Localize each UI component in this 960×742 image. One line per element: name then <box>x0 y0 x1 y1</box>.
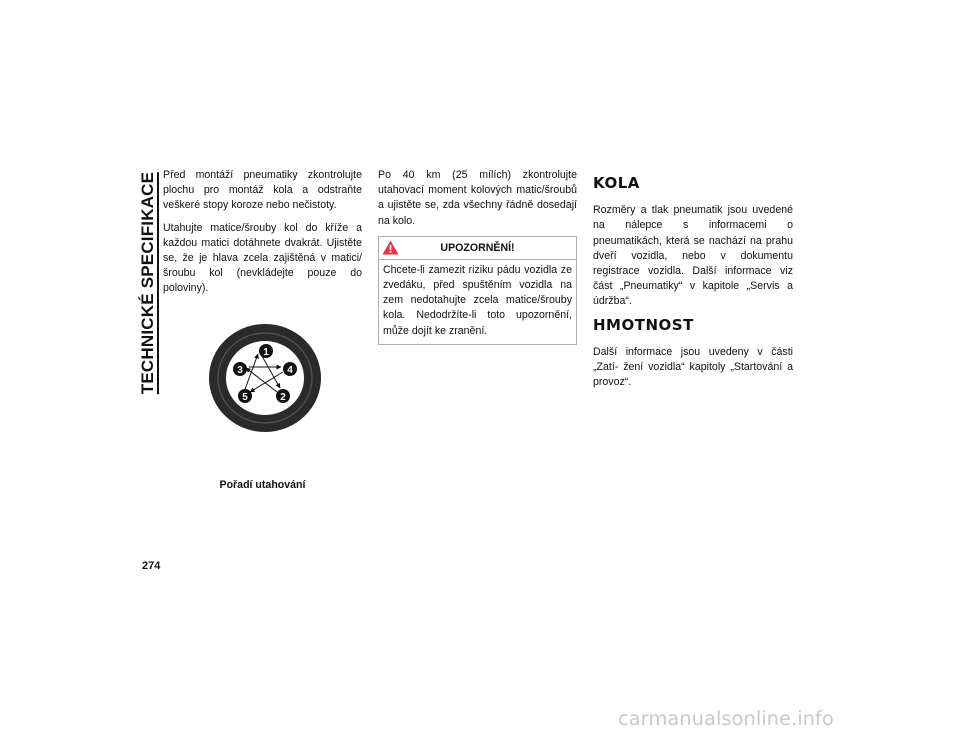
svg-text:4: 4 <box>287 365 293 376</box>
svg-text:1: 1 <box>263 347 269 358</box>
bolt-3 <box>233 362 247 376</box>
column-left <box>163 168 362 304</box>
svg-text:2: 2 <box>280 392 286 403</box>
bolt-2 <box>276 389 290 403</box>
paragraph-mounting: Před montáží pneumatiky zkontrolujte plochu pro montáž kola a odstraňte veškeré stopy koroze nebo nečistoty. <box>163 169 362 212</box>
page-number: 274 <box>142 560 161 572</box>
watermark: carmanualsonline.info <box>618 707 834 730</box>
section-side-title <box>136 172 162 394</box>
bolt-4 <box>283 362 297 376</box>
bolt-1 <box>259 344 273 358</box>
wheel-diagram <box>206 322 324 434</box>
paragraph-recheck: Po 40 km (25 mílích) zkontrolujte utahovací moment kolových matic/šroubů a ujistěte se, zda všechny řádně dosedají na kolo. <box>378 169 577 227</box>
paragraph-tightening: Utahujte matice/šrouby kol do kříže a každou matici dotáhnete dvakrát. Ujistěte se, že je hlava zcela zajištěná v matici/ šroubu kol (nevkládejte pouze do poloviny). <box>163 221 362 295</box>
svg-text:3: 3 <box>237 365 243 376</box>
svg-text:5: 5 <box>242 392 248 403</box>
figure-caption: Pořadí utahování <box>219 479 306 491</box>
column-right <box>593 168 793 397</box>
column-middle <box>378 168 577 345</box>
bolt-5 <box>238 389 252 403</box>
tightening-order-figure <box>206 322 324 434</box>
paragraph-weight-info: Další informace jsou uvedeny v části „Zatí- žení vozidla“ kapitoly „Startování a provoz“. <box>593 345 793 389</box>
paragraph-tire-info: Rozměry a tlak pneumatik jsou uvedené na nálepce s informacemi o pneumatikách, která se nachází na prahu dveří vozidla, nebo v dokumentu registrace vozidla. Další informace viz část „Pneumatiky“ v kapitole „Servis a údržba“. <box>593 204 793 308</box>
heading-hmotnost: HMOTNOST <box>593 315 694 334</box>
warning-header <box>379 237 576 260</box>
heading-kola: KOLA <box>593 174 640 192</box>
warning-title: UPOZORNĚNÍ! <box>440 241 515 254</box>
section-side-title-text: TECHNICKÉ SPECIFIKACE <box>138 171 157 395</box>
warning-box <box>378 236 577 345</box>
warning-text: Chcete-li zamezit riziku pádu vozidla ze zvedáku, před spuštěním vozidla na zem nedotahujte zcela matice/šrouby kola. Nedodržíte-li toto upozornění, může dojít ke zranění. <box>383 263 572 337</box>
warning-triangle-icon <box>382 240 399 255</box>
